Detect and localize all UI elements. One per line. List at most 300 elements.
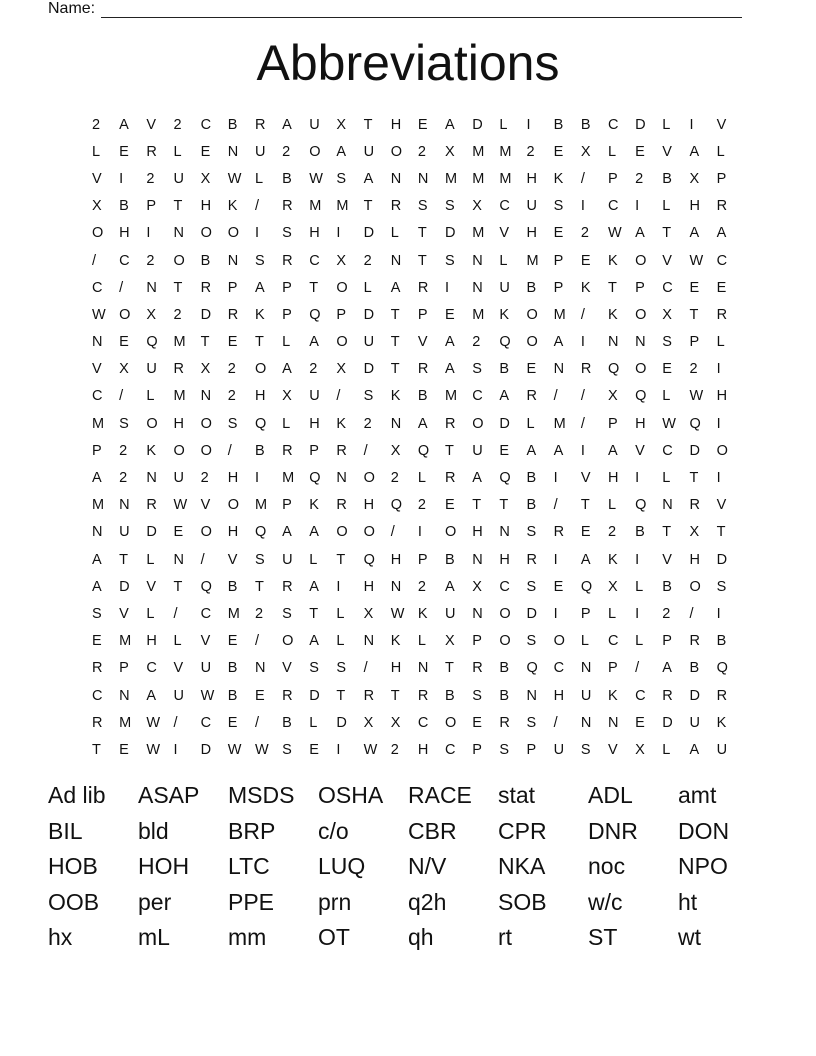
grid-cell[interactable]: D <box>499 415 510 432</box>
grid-cell[interactable]: S <box>254 551 265 568</box>
grid-cell[interactable]: 2 <box>580 225 589 242</box>
grid-cell[interactable]: L <box>662 116 671 133</box>
grid-cell[interactable]: V <box>499 225 510 242</box>
grid-cell[interactable]: L <box>607 605 617 622</box>
grid-cell[interactable]: T <box>445 442 454 459</box>
grid-cell[interactable]: N <box>417 660 429 677</box>
grid-cell[interactable]: R <box>580 361 592 378</box>
grid-cell[interactable]: P <box>119 660 129 677</box>
grid-cell[interactable]: O <box>526 334 538 351</box>
grid-cell[interactable]: N <box>390 170 402 187</box>
grid-cell[interactable]: H <box>472 524 483 541</box>
grid-cell[interactable]: Q <box>716 660 728 677</box>
grid-cell[interactable]: M <box>173 388 186 405</box>
grid-cell[interactable]: R <box>662 687 673 704</box>
grid-cell[interactable]: S <box>472 361 482 378</box>
grid-cell[interactable]: T <box>119 551 129 568</box>
grid-cell[interactable]: T <box>390 687 400 704</box>
grid-cell[interactable]: 2 <box>146 170 155 187</box>
grid-cell[interactable]: H <box>499 551 510 568</box>
grid-cell[interactable]: P <box>282 497 292 514</box>
grid-cell[interactable]: B <box>282 170 292 187</box>
grid-cell[interactable]: C <box>607 116 619 133</box>
grid-cell[interactable]: B <box>445 551 455 568</box>
grid-cell[interactable]: A <box>309 334 319 351</box>
grid-cell[interactable]: L <box>635 578 644 595</box>
grid-cell[interactable]: / <box>254 198 259 215</box>
grid-cell[interactable]: E <box>580 252 591 269</box>
grid-cell[interactable]: N <box>390 252 402 269</box>
grid-cell[interactable]: 2 <box>227 388 236 405</box>
grid-cell[interactable]: N <box>472 252 483 269</box>
grid-cell[interactable]: L <box>336 605 345 622</box>
grid-cell[interactable]: H <box>254 388 266 405</box>
grid-cell[interactable]: U <box>119 524 130 541</box>
grid-cell[interactable]: C <box>200 605 212 622</box>
grid-cell[interactable]: X <box>689 170 700 187</box>
grid-cell[interactable]: D <box>200 741 212 758</box>
grid-cell[interactable]: V <box>173 660 184 677</box>
grid-cell[interactable]: B <box>227 578 238 595</box>
grid-cell[interactable]: A <box>472 470 482 487</box>
grid-cell[interactable]: N <box>173 225 184 242</box>
grid-cell[interactable]: P <box>635 279 645 296</box>
grid-cell[interactable]: E <box>553 578 564 595</box>
grid-cell[interactable]: W <box>689 388 704 405</box>
grid-cell[interactable]: N <box>553 361 565 378</box>
grid-cell[interactable]: B <box>227 116 238 133</box>
grid-cell[interactable]: B <box>662 578 672 595</box>
grid-cell[interactable]: B <box>254 442 265 459</box>
grid-cell[interactable]: / <box>580 388 585 405</box>
grid-cell[interactable]: X <box>363 605 374 622</box>
grid-cell[interactable]: H <box>390 116 402 133</box>
grid-cell[interactable]: C <box>499 578 510 595</box>
grid-cell[interactable]: T <box>689 306 699 323</box>
grid-cell[interactable]: R <box>716 198 728 215</box>
grid-cell[interactable]: H <box>390 660 402 677</box>
grid-cell[interactable]: O <box>635 306 647 323</box>
grid-cell[interactable]: D <box>689 687 700 704</box>
grid-cell[interactable]: R <box>282 252 293 269</box>
grid-cell[interactable]: M <box>227 605 240 622</box>
grid-cell[interactable]: M <box>445 170 458 187</box>
grid-cell[interactable]: 2 <box>526 143 535 160</box>
grid-cell[interactable]: B <box>635 524 645 541</box>
grid-cell[interactable]: O <box>173 442 185 459</box>
grid-cell[interactable]: / <box>580 306 585 323</box>
grid-cell[interactable]: A <box>119 116 129 133</box>
grid-cell[interactable]: U <box>553 741 565 758</box>
grid-cell[interactable]: M <box>526 252 539 269</box>
grid-cell[interactable]: N <box>662 497 673 514</box>
grid-cell[interactable]: S <box>716 578 727 595</box>
grid-cell[interactable]: P <box>580 605 591 622</box>
grid-cell[interactable]: W <box>92 306 106 323</box>
grid-cell[interactable]: O <box>635 252 647 269</box>
grid-cell[interactable]: K <box>580 279 591 296</box>
grid-cell[interactable]: O <box>363 524 375 541</box>
grid-cell[interactable]: A <box>363 170 374 187</box>
grid-cell[interactable]: O <box>445 714 457 731</box>
grid-cell[interactable]: R <box>472 660 483 677</box>
grid-cell[interactable]: N <box>390 578 402 595</box>
grid-cell[interactable]: A <box>445 334 455 351</box>
grid-cell[interactable]: A <box>445 578 455 595</box>
grid-cell[interactable]: K <box>390 388 401 405</box>
grid-cell[interactable]: A <box>662 660 672 677</box>
grid-cell[interactable]: X <box>607 578 618 595</box>
grid-cell[interactable]: U <box>200 660 212 677</box>
grid-cell[interactable]: R <box>689 497 700 514</box>
grid-cell[interactable]: H <box>119 225 130 242</box>
grid-cell[interactable]: X <box>336 116 347 133</box>
grid-cell[interactable]: I <box>716 605 721 622</box>
grid-cell[interactable]: I <box>173 741 178 758</box>
grid-cell[interactable]: M <box>499 143 512 160</box>
grid-cell[interactable]: O <box>309 143 321 160</box>
grid-cell[interactable]: S <box>472 687 482 704</box>
grid-cell[interactable]: / <box>580 170 585 187</box>
grid-cell[interactable]: R <box>282 442 293 459</box>
grid-cell[interactable]: T <box>580 497 590 514</box>
grid-cell[interactable]: W <box>390 605 405 622</box>
grid-cell[interactable]: U <box>254 143 266 160</box>
grid-cell[interactable]: E <box>662 361 672 378</box>
grid-cell[interactable]: R <box>92 714 103 731</box>
grid-cell[interactable]: P <box>417 306 428 323</box>
grid-cell[interactable]: H <box>689 551 700 568</box>
grid-cell[interactable]: C <box>417 714 429 731</box>
grid-cell[interactable]: T <box>472 497 482 514</box>
grid-cell[interactable]: N <box>390 415 402 432</box>
grid-cell[interactable]: X <box>92 198 102 215</box>
grid-cell[interactable]: O <box>390 143 402 160</box>
grid-cell[interactable]: R <box>146 497 157 514</box>
grid-cell[interactable]: K <box>607 252 618 269</box>
grid-cell[interactable]: B <box>526 279 537 296</box>
grid-cell[interactable]: I <box>716 470 721 487</box>
grid-cell[interactable]: C <box>635 687 646 704</box>
grid-cell[interactable]: D <box>716 551 728 568</box>
grid-cell[interactable]: O <box>499 633 511 650</box>
grid-cell[interactable]: 2 <box>92 116 101 133</box>
grid-cell[interactable]: Q <box>499 470 511 487</box>
grid-cell[interactable]: U <box>146 361 157 378</box>
grid-cell[interactable]: X <box>390 442 401 459</box>
grid-cell[interactable]: O <box>200 442 212 459</box>
grid-cell[interactable]: X <box>662 306 672 323</box>
grid-cell[interactable]: S <box>526 714 537 731</box>
grid-cell[interactable]: A <box>282 524 292 541</box>
grid-cell[interactable]: K <box>607 306 618 323</box>
grid-cell[interactable]: L <box>417 470 426 487</box>
grid-cell[interactable]: N <box>146 279 157 296</box>
grid-cell[interactable]: A <box>689 143 700 160</box>
grid-cell[interactable]: B <box>553 116 564 133</box>
grid-cell[interactable]: D <box>363 306 375 323</box>
grid-cell[interactable]: 2 <box>417 497 426 514</box>
grid-cell[interactable]: T <box>173 198 183 215</box>
grid-cell[interactable]: T <box>607 279 617 296</box>
grid-cell[interactable]: R <box>200 279 212 296</box>
grid-cell[interactable]: L <box>499 252 508 269</box>
grid-cell[interactable]: V <box>200 633 211 650</box>
grid-cell[interactable]: H <box>227 470 239 487</box>
grid-cell[interactable]: V <box>607 741 618 758</box>
grid-cell[interactable]: H <box>363 578 375 595</box>
grid-cell[interactable]: K <box>499 306 510 323</box>
grid-cell[interactable]: 2 <box>146 252 155 269</box>
grid-cell[interactable]: C <box>92 687 103 704</box>
grid-cell[interactable]: E <box>227 633 238 650</box>
grid-cell[interactable]: L <box>635 633 644 650</box>
grid-cell[interactable]: T <box>716 524 726 541</box>
grid-cell[interactable]: I <box>689 116 694 133</box>
grid-cell[interactable]: B <box>417 388 428 405</box>
grid-cell[interactable]: O <box>254 361 267 378</box>
grid-cell[interactable]: D <box>309 687 320 704</box>
grid-cell[interactable]: A <box>390 279 401 296</box>
grid-cell[interactable]: H <box>607 470 619 487</box>
grid-cell[interactable]: S <box>445 252 455 269</box>
grid-cell[interactable]: U <box>716 741 728 758</box>
grid-cell[interactable]: R <box>499 714 510 731</box>
grid-cell[interactable]: B <box>499 361 510 378</box>
grid-cell[interactable]: Q <box>689 415 701 432</box>
grid-cell[interactable]: E <box>472 714 482 731</box>
grid-cell[interactable]: P <box>92 442 102 459</box>
grid-cell[interactable]: U <box>472 442 483 459</box>
grid-cell[interactable]: 2 <box>390 741 399 758</box>
grid-cell[interactable]: U <box>173 470 184 487</box>
grid-cell[interactable]: A <box>92 578 102 595</box>
grid-cell[interactable]: O <box>499 605 511 622</box>
grid-cell[interactable]: X <box>445 143 455 160</box>
grid-cell[interactable]: L <box>580 633 589 650</box>
grid-cell[interactable]: S <box>282 741 292 758</box>
grid-cell[interactable]: C <box>472 388 483 405</box>
grid-cell[interactable]: I <box>553 605 558 622</box>
grid-cell[interactable]: U <box>282 551 293 568</box>
grid-cell[interactable]: 2 <box>282 143 291 160</box>
grid-cell[interactable]: O <box>227 225 240 242</box>
grid-cell[interactable]: X <box>336 361 347 378</box>
grid-cell[interactable]: C <box>92 388 103 405</box>
grid-cell[interactable]: S <box>227 415 238 432</box>
grid-cell[interactable]: I <box>146 225 151 242</box>
grid-cell[interactable]: S <box>553 198 564 215</box>
grid-cell[interactable]: W <box>146 741 160 758</box>
grid-cell[interactable]: L <box>336 633 345 650</box>
grid-cell[interactable]: M <box>119 633 132 650</box>
grid-cell[interactable]: S <box>92 605 102 622</box>
grid-cell[interactable]: S <box>336 660 347 677</box>
grid-cell[interactable]: S <box>526 524 537 541</box>
grid-cell[interactable]: A <box>282 116 292 133</box>
grid-cell[interactable]: H <box>526 225 537 242</box>
grid-cell[interactable]: I <box>580 442 585 459</box>
grid-cell[interactable]: I <box>635 605 640 622</box>
grid-cell[interactable]: X <box>689 524 700 541</box>
grid-cell[interactable]: N <box>580 660 592 677</box>
grid-cell[interactable]: L <box>662 470 671 487</box>
grid-cell[interactable]: I <box>553 470 558 487</box>
grid-cell[interactable]: M <box>445 388 458 405</box>
grid-cell[interactable]: A <box>689 225 700 242</box>
grid-cell[interactable]: H <box>363 497 375 514</box>
grid-cell[interactable]: K <box>390 633 401 650</box>
grid-cell[interactable]: S <box>254 252 265 269</box>
grid-cell[interactable]: A <box>689 741 700 758</box>
grid-cell[interactable]: E <box>119 143 129 160</box>
grid-cell[interactable]: H <box>526 170 537 187</box>
grid-cell[interactable]: W <box>227 741 242 758</box>
grid-cell[interactable]: O <box>716 442 728 459</box>
grid-cell[interactable]: H <box>689 198 700 215</box>
grid-cell[interactable]: E <box>526 361 537 378</box>
grid-cell[interactable]: E <box>635 143 645 160</box>
grid-cell[interactable]: U <box>173 170 184 187</box>
grid-cell[interactable]: 2 <box>227 361 236 378</box>
grid-cell[interactable]: 2 <box>309 361 318 378</box>
grid-cell[interactable]: V <box>716 116 727 133</box>
grid-cell[interactable]: L <box>282 334 291 351</box>
grid-cell[interactable]: S <box>309 660 319 677</box>
grid-cell[interactable]: T <box>417 225 427 242</box>
grid-cell[interactable]: L <box>662 388 671 405</box>
grid-cell[interactable]: R <box>254 116 266 133</box>
grid-cell[interactable]: R <box>146 143 157 160</box>
grid-cell[interactable]: / <box>689 605 694 622</box>
grid-cell[interactable]: C <box>662 279 673 296</box>
grid-cell[interactable]: V <box>146 578 156 595</box>
grid-cell[interactable]: I <box>580 334 585 351</box>
grid-cell[interactable]: U <box>499 279 510 296</box>
grid-cell[interactable]: D <box>363 361 375 378</box>
grid-cell[interactable]: T <box>336 687 346 704</box>
grid-cell[interactable]: U <box>526 198 537 215</box>
grid-cell[interactable]: N <box>607 334 619 351</box>
grid-cell[interactable]: R <box>417 687 429 704</box>
grid-cell[interactable]: T <box>390 306 400 323</box>
grid-cell[interactable]: C <box>445 741 456 758</box>
grid-cell[interactable]: X <box>472 198 482 215</box>
grid-cell[interactable]: M <box>472 143 485 160</box>
grid-cell[interactable]: K <box>607 687 618 704</box>
grid-cell[interactable]: A <box>607 442 618 459</box>
grid-cell[interactable]: M <box>309 198 322 215</box>
grid-cell[interactable]: D <box>445 225 456 242</box>
grid-cell[interactable]: I <box>336 741 341 758</box>
grid-cell[interactable]: E <box>553 225 564 242</box>
grid-cell[interactable]: B <box>227 687 238 704</box>
grid-cell[interactable]: I <box>635 198 640 215</box>
grid-cell[interactable]: L <box>526 415 535 432</box>
grid-cell[interactable]: Q <box>390 497 402 514</box>
grid-cell[interactable]: C <box>92 279 103 296</box>
grid-cell[interactable]: V <box>282 660 292 677</box>
grid-cell[interactable]: P <box>553 252 564 269</box>
grid-cell[interactable]: L <box>146 388 155 405</box>
grid-cell[interactable]: O <box>363 470 375 487</box>
grid-cell[interactable]: O <box>92 225 104 242</box>
grid-cell[interactable]: L <box>390 225 399 242</box>
grid-cell[interactable]: T <box>254 578 264 595</box>
grid-cell[interactable]: E <box>92 633 102 650</box>
grid-cell[interactable]: 2 <box>200 470 209 487</box>
grid-cell[interactable]: Q <box>309 306 321 323</box>
grid-cell[interactable]: R <box>417 279 429 296</box>
name-underline[interactable] <box>101 1 742 18</box>
grid-cell[interactable]: L <box>607 497 617 514</box>
grid-cell[interactable]: / <box>390 524 395 541</box>
grid-cell[interactable]: A <box>553 442 564 459</box>
grid-cell[interactable]: S <box>499 741 510 758</box>
grid-cell[interactable]: D <box>662 714 673 731</box>
grid-cell[interactable]: X <box>200 170 211 187</box>
grid-cell[interactable]: 2 <box>635 170 644 187</box>
grid-cell[interactable]: W <box>607 225 622 242</box>
grid-cell[interactable]: / <box>119 279 124 296</box>
grid-cell[interactable]: R <box>282 687 293 704</box>
grid-cell[interactable]: P <box>472 633 482 650</box>
grid-cell[interactable]: L <box>173 633 182 650</box>
grid-cell[interactable]: 2 <box>689 361 698 378</box>
grid-cell[interactable]: T <box>390 334 400 351</box>
grid-cell[interactable]: K <box>146 442 156 459</box>
grid-cell[interactable]: O <box>635 361 647 378</box>
grid-cell[interactable]: P <box>716 170 727 187</box>
grid-cell[interactable]: P <box>607 170 618 187</box>
grid-cell[interactable]: Q <box>309 470 321 487</box>
grid-cell[interactable]: L <box>282 415 291 432</box>
grid-cell[interactable]: H <box>146 633 157 650</box>
grid-cell[interactable]: E <box>254 687 265 704</box>
grid-cell[interactable]: 2 <box>417 143 426 160</box>
grid-cell[interactable]: S <box>363 388 374 405</box>
grid-cell[interactable]: T <box>499 497 509 514</box>
grid-cell[interactable]: O <box>336 334 348 351</box>
grid-cell[interactable]: N <box>417 170 429 187</box>
grid-cell[interactable]: / <box>580 415 585 432</box>
grid-cell[interactable]: R <box>417 361 429 378</box>
grid-cell[interactable]: 2 <box>417 578 426 595</box>
grid-cell[interactable]: T <box>662 225 672 242</box>
grid-cell[interactable]: X <box>146 306 156 323</box>
grid-cell[interactable]: E <box>689 279 700 296</box>
grid-cell[interactable]: I <box>254 225 259 242</box>
grid-cell[interactable]: R <box>173 361 184 378</box>
grid-cell[interactable]: I <box>445 279 450 296</box>
grid-cell[interactable]: K <box>607 551 618 568</box>
word-search-grid[interactable] <box>92 111 728 764</box>
grid-cell[interactable]: B <box>499 687 510 704</box>
grid-cell[interactable]: M <box>119 714 132 731</box>
grid-cell[interactable]: U <box>363 143 375 160</box>
grid-cell[interactable]: V <box>662 143 672 160</box>
grid-cell[interactable]: P <box>309 442 319 459</box>
grid-cell[interactable]: R <box>282 578 293 595</box>
grid-cell[interactable]: K <box>417 605 428 622</box>
grid-cell[interactable]: N <box>472 279 483 296</box>
grid-cell[interactable]: P <box>662 633 672 650</box>
grid-cell[interactable]: H <box>309 225 320 242</box>
grid-cell[interactable]: W <box>146 714 160 731</box>
grid-cell[interactable]: H <box>417 741 429 758</box>
grid-cell[interactable]: S <box>417 198 428 215</box>
grid-cell[interactable]: L <box>662 198 671 215</box>
